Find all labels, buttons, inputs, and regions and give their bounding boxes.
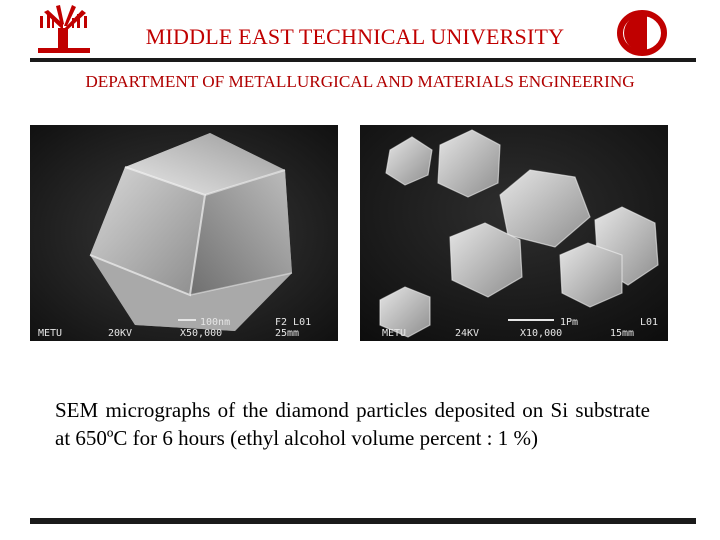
databar-voltage: 20KV: [108, 328, 133, 339]
databar-wd: 25mm: [275, 328, 300, 339]
footer-divider: [30, 518, 696, 524]
university-title: MIDDLE EAST TECHNICAL UNIVERSITY: [145, 24, 565, 49]
header-divider: [30, 58, 696, 62]
metu-tree-logo: [30, 4, 98, 56]
databar-mag: X50,000: [180, 328, 223, 339]
department-title: DEPARTMENT OF METALLURGICAL AND MATERIALS ENGINEERING: [85, 72, 635, 91]
databar-mag: X10,000: [520, 328, 563, 339]
metu-emblem-logo: [616, 10, 668, 56]
databar-wd: 15mm: [610, 328, 635, 339]
databar-code: F2 L01: [275, 317, 312, 328]
databar-code: L01: [640, 317, 659, 328]
figure-caption: SEM micrographs of the diamond particles deposited on Si substrate at 650ºC for 6 hours (ethyl alcohol volume percent : 1 %): [55, 398, 650, 450]
databar-scale: 100nm: [200, 317, 231, 328]
databar-lab: METU: [382, 328, 407, 339]
sem-micrograph-single-crystal: [30, 125, 338, 341]
databar-lab: METU: [38, 328, 63, 339]
databar-scale: 1Pm: [560, 317, 579, 328]
sem-micrograph-multiple-crystals: [360, 125, 668, 341]
databar-voltage: 24KV: [455, 328, 480, 339]
